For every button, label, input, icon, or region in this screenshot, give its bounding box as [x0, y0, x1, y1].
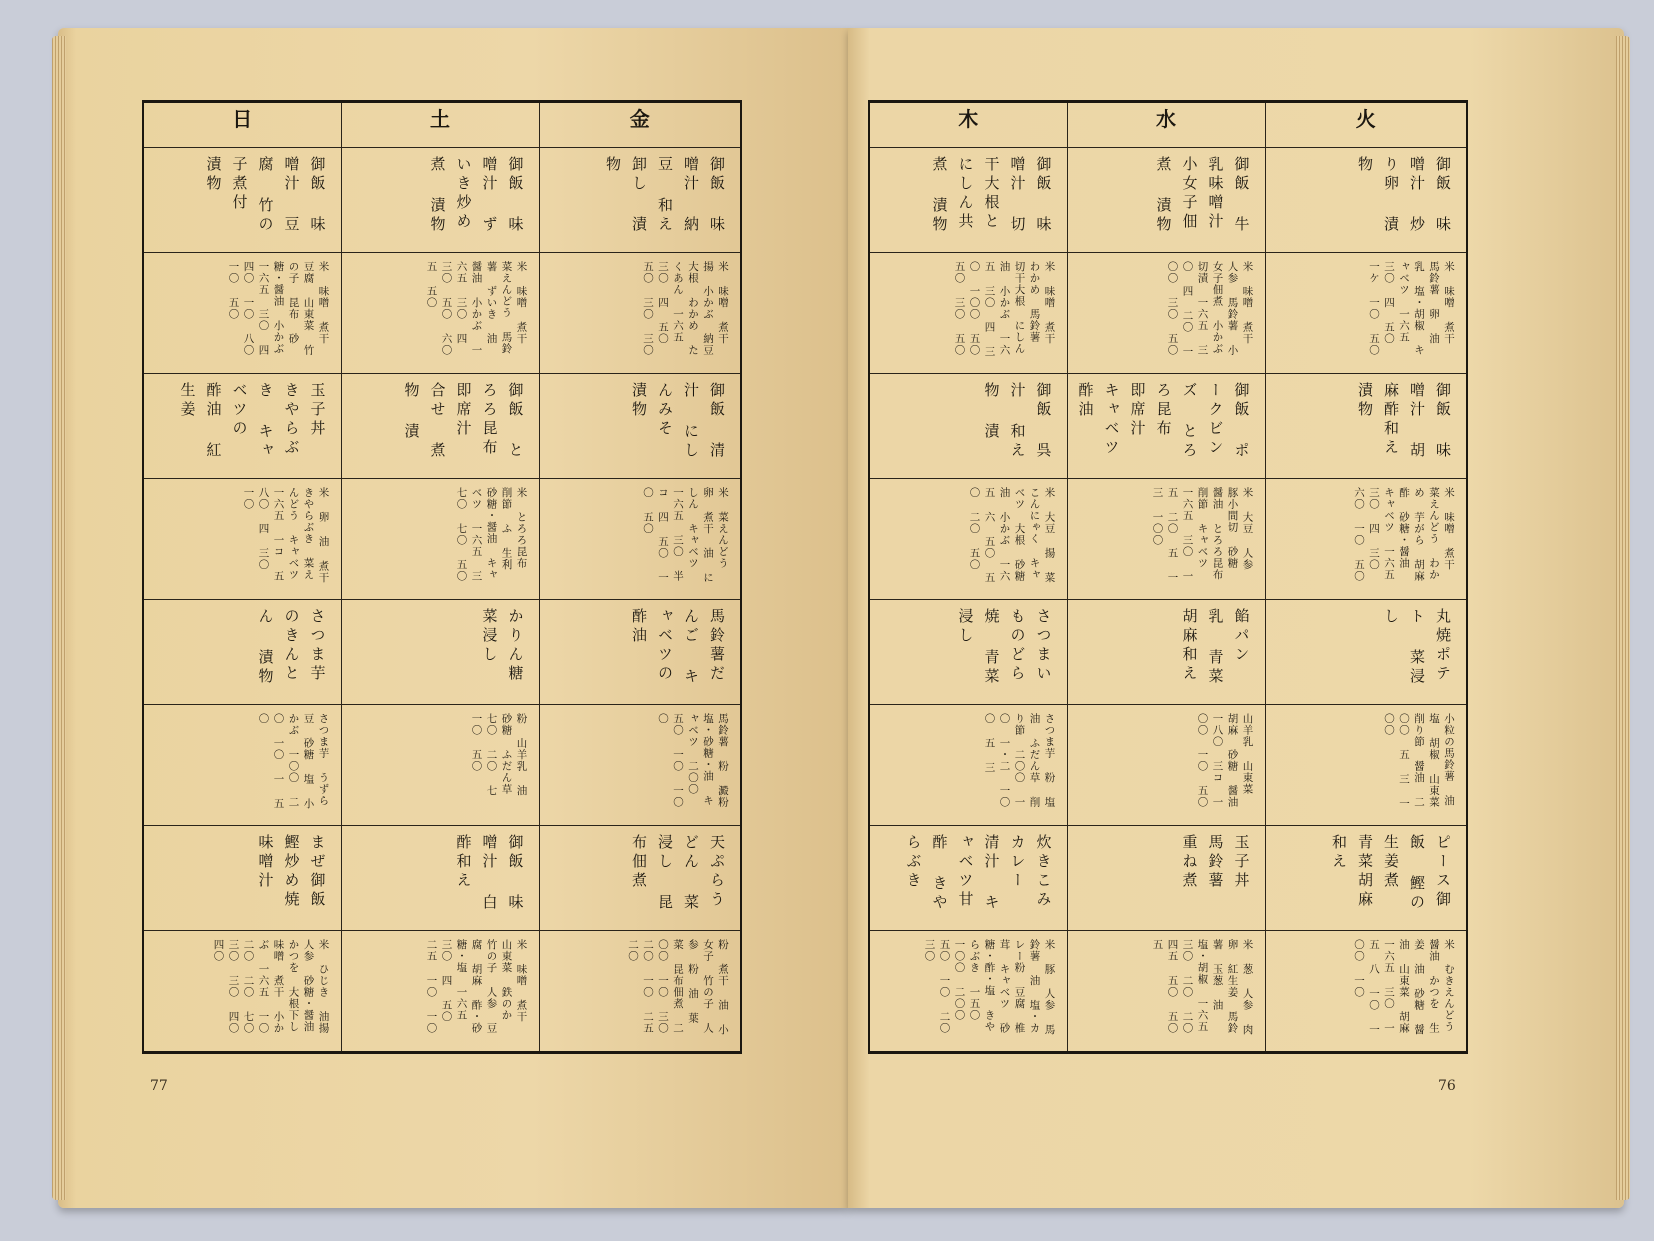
- day-header-fri: 金: [539, 102, 741, 148]
- dish-names: 玉子丼 馬鈴薯 重ね煮: [1180, 834, 1251, 891]
- ingredient-list: 米 味噌 煮干 馬鈴薯 卵 油 乳 塩・胡椒 キャベツ 一六五 三〇 四 五〇 一ケ 一〇 五〇: [1368, 261, 1455, 356]
- dish-cell: [1265, 600, 1467, 705]
- dish-names: 天ぷらうどん 菜浸し 昆布佃煮: [630, 834, 726, 913]
- right-page: [848, 28, 1624, 1208]
- dish-cell: [1067, 148, 1265, 253]
- ingredient-cell: [1265, 253, 1467, 374]
- day-header-row: [143, 102, 741, 148]
- ingredient-list: 米 とろろ昆布 削節 ふ 生利 砂糖・醤油 キャベツ 一六五 三 七〇 七〇 五〇: [455, 487, 528, 582]
- ingredient-cell: [341, 479, 539, 600]
- ingredient-cell: [539, 705, 741, 826]
- ingredient-cell: [341, 931, 539, 1053]
- ingredient-row: [869, 253, 1467, 374]
- ingredient-row: [143, 705, 741, 826]
- dish-row: [143, 600, 741, 705]
- ingredient-list: 米 味噌 煮干 人参 馬鈴薯 小女子佃煮 小かぶ切漬 一六五 三〇 四 二〇 一〇〇 三〇 五〇: [1166, 261, 1254, 358]
- dish-cell: [341, 148, 539, 253]
- dish-names: 御飯 呉汁 和え物 漬: [982, 382, 1053, 461]
- ingredient-cell: [539, 479, 741, 600]
- ingredient-row: [869, 479, 1467, 600]
- ingredient-list: 米 大豆 人参 豚小間切 砂糖 醤油 とろろ昆布 削節 キャベツ 一六五 三〇 一五 二〇 五 一 三 一〇〇: [1151, 487, 1254, 584]
- dish-row: [869, 826, 1467, 931]
- ingredient-cell: [143, 931, 341, 1053]
- ingredient-list: 米 菜えんどう 卵 煮干 油 にしん キャベツ 一六五 三〇 半コ 四 五〇 一〇 五〇: [642, 487, 729, 584]
- dish-cell: [539, 374, 741, 479]
- ingredient-cell: [1067, 253, 1265, 374]
- right-menu-table: [868, 100, 1468, 1054]
- dish-row: [143, 374, 741, 479]
- day-header-row: [869, 102, 1467, 148]
- dish-cell: [1067, 826, 1265, 931]
- ingredient-cell: [1265, 479, 1467, 600]
- ingredient-cell: [539, 253, 741, 374]
- ingredient-list: 粉 山羊乳 油 砂糖 ふだん草 七〇 二〇 七 一〇 五〇: [470, 713, 528, 797]
- dish-names: 御飯 ポークビンズ とろろ昆布 即席汁 キャベツ酢油: [1076, 382, 1251, 461]
- dish-row: [143, 148, 741, 253]
- dish-names: 御飯 味噌汁 納豆 和え 卸し 漬物: [604, 156, 726, 235]
- dish-names: 御飯 味噌汁 ずいき炒め 煮 漬物: [428, 156, 525, 235]
- ingredient-row: [143, 931, 741, 1053]
- ingredient-list: 米 味噌 煮干 菜えんどう 馬鈴薯 ずいき 油 醤油 小かぶ 一六五 三〇 四 三〇 五〇 六〇 五 五〇: [425, 261, 528, 356]
- dish-cell: [1265, 374, 1467, 479]
- ingredient-list: 米 味噌 煮干 山東菜 鉄のか 竹の子 人参 豆腐 胡麻 酢・砂糖・塩 一六五 三〇 四 五〇 二五 一〇 一〇: [425, 939, 528, 1034]
- dish-row: [869, 600, 1467, 705]
- ingredient-cell: [143, 479, 341, 600]
- dish-cell: [869, 148, 1067, 253]
- ingredient-cell: [143, 253, 341, 374]
- day-header-sat: 土: [341, 102, 539, 148]
- ingredient-list: 米 卵 油 煮干 きやらぶき 菜えんどう キャベツ 一六五 一コ 五 八〇 四 三〇 一〇: [242, 487, 330, 584]
- dish-names: 御飯 味噌汁 白酢和え: [454, 834, 525, 913]
- ingredient-cell: [539, 931, 741, 1053]
- dish-names: さつまいものどら焼 青菜浸し: [956, 608, 1053, 687]
- dish-names: 御飯 とろろ昆布 即席汁 合せ 煮物 漬: [402, 382, 525, 461]
- ingredient-cell: [1265, 931, 1467, 1053]
- ingredient-list: 小粒の馬鈴薯 油 塩 胡椒 山東菜 削り節 醤油 二〇〇 五 三 一〇〇: [1383, 713, 1455, 810]
- dish-names: 餡パン 乳 青菜胡麻和え: [1180, 608, 1251, 687]
- left-menu-table: [142, 100, 742, 1054]
- ingredient-cell: [1067, 705, 1265, 826]
- dish-cell: [539, 148, 741, 253]
- ingredient-row: [869, 705, 1467, 826]
- ingredient-list: 米 大豆 揚 菜 こんにゃく キャベツ 大根 砂糖 油 小かぶ 一六五 六 五〇 五〇 二〇 五〇: [968, 487, 1056, 584]
- page-number-right: 76: [1438, 1078, 1456, 1094]
- ingredient-list: さつま芋 粉 塩 油 ふだん草 削り節 二〇〇 一〇 一・二 一〇〇 五 三: [983, 713, 1056, 808]
- dish-names: 馬鈴薯だんご キャベツの酢油: [630, 608, 726, 687]
- dish-cell: [1067, 374, 1265, 479]
- dish-cell: [539, 600, 741, 705]
- left-page: [58, 28, 848, 1208]
- dish-cell: [143, 374, 341, 479]
- ingredient-row: [143, 253, 741, 374]
- dish-cell: [869, 600, 1067, 705]
- dish-cell: [341, 826, 539, 931]
- ingredient-cell: [341, 705, 539, 826]
- dish-cell: [1265, 826, 1467, 931]
- ingredient-cell: [1265, 705, 1467, 826]
- ingredient-cell: [869, 479, 1067, 600]
- dish-cell: [869, 826, 1067, 931]
- dish-names: 御飯 味噌汁 切干大根と にしん共煮 漬物: [930, 156, 1053, 235]
- day-header-wed: 水: [1067, 102, 1265, 148]
- dish-names: 御飯 味噌汁 胡麻酢和え 漬物: [1356, 382, 1452, 461]
- dish-names: 御飯 牛乳味噌汁 小女子佃煮 漬物: [1154, 156, 1251, 235]
- dish-names: 玉子丼 きやらぶき キャベツの 酢油 紅生姜: [178, 382, 327, 461]
- ingredient-cell: [1067, 479, 1265, 600]
- dish-cell: [143, 826, 341, 931]
- dish-names: かりん糖 菜浸し: [480, 608, 525, 684]
- dish-names: 丸焼ポテト 菜浸し: [1382, 608, 1452, 687]
- ingredient-list: 米 葱 人参 肉 卵 紅生姜 馬鈴薯 玉葱 油 塩・胡椒 一六五 三〇 二〇 二〇 四五 五〇 五〇 五: [1151, 939, 1254, 1036]
- ingredient-cell: [869, 931, 1067, 1053]
- ingredient-list: 米 味噌 煮干 わかめ 馬鈴薯 切干大根 にしん 油 小かぶ 一六五 三〇 四 三〇 一〇〇 五〇 五〇 三〇 五〇: [953, 261, 1056, 358]
- day-header-tue: 火: [1265, 102, 1467, 148]
- day-header-thu: 木: [869, 102, 1067, 148]
- dish-cell: [1067, 600, 1265, 705]
- dish-cell: [1265, 148, 1467, 253]
- dish-names: まぜ御飯 鰹炒め焼 味噌汁: [256, 834, 327, 910]
- dish-cell: [341, 374, 539, 479]
- ingredient-list: 山羊乳 山東菜 胡麻 砂糖 醤油 一八〇 三コ 一〇〇 一〇 五〇: [1196, 713, 1254, 808]
- ingredient-list: 馬鈴薯 粉 澱粉 塩・砂糖・油 キャベツ 二〇〇 五〇 一〇 一〇〇: [657, 713, 729, 808]
- dish-cell: [869, 374, 1067, 479]
- page-edges: [1616, 36, 1630, 1200]
- ingredient-row: [143, 479, 741, 600]
- ingredient-list: 米 味噌 煮干 揚 小かぶ 納豆 大根 わかめ たくあん 一六五 三〇 四 五〇 五〇 三〇 三〇: [642, 261, 729, 356]
- ingredient-list: 米 味噌 煮干 菜えんどう わかめ 芋がら 胡麻 酢 砂糖・醤油 キャベツ 一六五 三〇 四 三〇 六〇 一〇 五〇: [1353, 487, 1455, 582]
- ingredient-cell: [869, 253, 1067, 374]
- dish-names: ピース御飯 鰹の生姜煮 青菜胡麻和え: [1330, 834, 1452, 913]
- ingredient-cell: [869, 705, 1067, 826]
- ingredient-list: 米 豚 人参 馬鈴薯 油 塩・カレー粉 豆腐 椎茸 キャベツ 砂糖・酢・塩 きやらぶき 一五〇 一〇〇 二〇〇 五〇 一〇 二〇 三〇: [923, 939, 1056, 1036]
- ingredient-list: 米 味噌 煮干 豆腐 山東菜 竹の子 昆布 砂糖・醤油 小かぶ 一六五 三〇 四 四〇 一〇 八〇 一〇 五〇: [227, 261, 330, 356]
- ingredient-cell: [1067, 931, 1265, 1053]
- ingredient-list: 米 むきえんどう 醤油 かつを 生姜 油 砂糖 醤油 山東菜 胡麻 一六五 三〇 一五 八 一〇 一〇〇 一〇: [1353, 939, 1455, 1036]
- dish-names: 御飯 味噌汁 豆腐 竹の子煮付 漬物: [204, 156, 327, 235]
- ingredient-cell: [143, 705, 341, 826]
- dish-cell: [539, 826, 741, 931]
- day-header-sun: 日: [143, 102, 341, 148]
- dish-names: 炊きこみカレー 清汁 キャベツ甘酢 きやらぶき: [904, 834, 1053, 913]
- ingredient-list: 粉 煮干 油 小女子 竹の子 人参 粉 油 葉 菜 昆布佃煮 二〇〇 一〇 三〇 二〇 一〇 二五 二〇: [627, 939, 729, 1036]
- ingredient-list: さつま芋 うずら豆 砂糖 塩 小かぶ 一〇〇 二〇 一〇 一 五〇: [257, 713, 330, 810]
- page-edges: [52, 36, 66, 1200]
- ingredient-list: 米 ひじき 油揚 人参 砂糖・醤油 かつを 大根下し 味噌 煮干 小かぶ 一六五 一〇 二〇 二〇 七〇 三〇 三〇 四〇 四〇: [212, 939, 330, 1034]
- open-book: [58, 28, 1624, 1208]
- dish-names: 御飯 味噌汁 炒り卵 漬物: [1356, 156, 1452, 235]
- dish-cell: [143, 600, 341, 705]
- dish-names: さつま芋のきんとん 漬物: [256, 608, 327, 687]
- ingredient-row: [869, 931, 1467, 1053]
- dish-row: [869, 148, 1467, 253]
- dish-row: [869, 374, 1467, 479]
- dish-row: [143, 826, 741, 931]
- dish-names: 御飯 清汁 にしんみそ 漬物: [630, 382, 726, 461]
- dish-cell: [341, 600, 539, 705]
- page-number-left: 77: [150, 1078, 168, 1094]
- dish-cell: [143, 148, 341, 253]
- ingredient-cell: [341, 253, 539, 374]
